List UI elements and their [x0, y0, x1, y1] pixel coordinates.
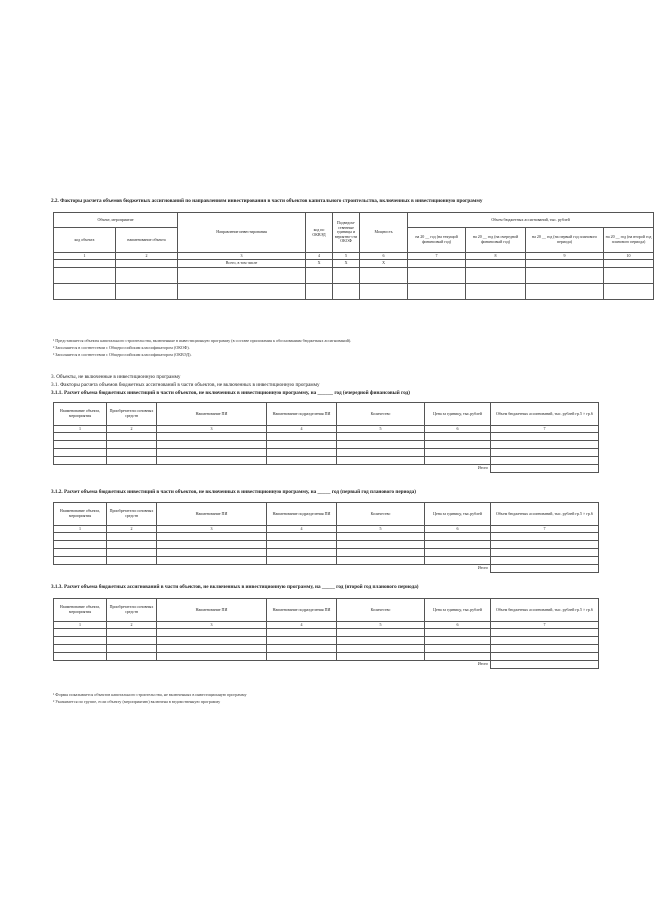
col-number: 6 — [360, 253, 408, 260]
col-header: Наименование ПИ — [157, 599, 267, 622]
footnote: ³ Заполняется в соответствии с Общероссийским классификатором (ОКВЭД). — [53, 352, 192, 357]
col-header: Наименование подразделения ПИ — [267, 403, 337, 426]
year-next-header: на 20 __ год (на очередной финансовый год) — [466, 228, 526, 253]
col-header: Количество — [337, 503, 425, 526]
table-row — [54, 629, 599, 637]
col-number: 6 — [425, 526, 491, 533]
subdivision-header: Подведом-ственные единицы и вероятно-сти ОКОФ — [333, 213, 360, 253]
table-cell — [408, 260, 466, 268]
col-number: 2 — [107, 622, 157, 629]
power-header: Мощность — [360, 213, 408, 253]
col-header: Наименование подразделения ПИ — [267, 503, 337, 526]
table-3-1-1-title: 3.1.1. Расчет объема бюджетных инвестиций в части объектов, не включенных в инвестиционную программу, на ______ год (очередной финансовый год) — [51, 390, 411, 396]
col-number: 1 — [54, 526, 107, 533]
year-plan2-header: на 20 __ год (на второй год планового периода) — [604, 228, 654, 253]
table-row — [54, 441, 599, 449]
table-row — [54, 268, 654, 284]
footnote: ² Указывается по группе, если объекту (мероприятию) включена в ведомственную программу — [53, 699, 221, 704]
col-header: Приобретатели основных средств — [107, 599, 157, 622]
col-number: 10 — [604, 253, 654, 260]
table-row — [54, 457, 599, 465]
col-number: 7 — [491, 426, 599, 433]
col-number: 6 — [425, 426, 491, 433]
col-number: 2 — [107, 426, 157, 433]
table-3-1-3-title: 3.1.3. Расчет объема бюджетных ассигнований в части объектов, не включенных в инвестиционную программу, на _____ год (второй год планового периода) — [51, 584, 419, 590]
capital-objects-table — [53, 212, 654, 300]
col-header: Цена за единицу, тыс.рублей — [425, 599, 491, 622]
col-header: Цена за единицу, тыс.рублей — [425, 503, 491, 526]
col-number: 3 — [178, 253, 306, 260]
direction-header: Направление инвестирования — [178, 213, 306, 253]
col-number: 3 — [157, 622, 267, 629]
col-number: 7 — [491, 622, 599, 629]
col-number: 5 — [337, 426, 425, 433]
okved-header: код по ОКВЭД — [306, 213, 333, 253]
table-row — [54, 533, 599, 541]
table-row — [54, 557, 599, 565]
object-name-header: наименование объекта — [116, 228, 178, 253]
section-3-1-heading: 3.1. Факторы расчета объемов бюджетных ассигнований в части объектов, не включенных в инвестиционную программу — [51, 382, 320, 388]
total-value — [491, 465, 599, 473]
table-cell — [466, 260, 526, 268]
table-row — [54, 653, 599, 661]
col-header: Объем бюджетных ассигнований, тыс. рублей гр.5 × гр.6 — [491, 403, 599, 426]
col-number: 7 — [408, 253, 466, 260]
total-label: Итого — [477, 661, 488, 667]
year-plan1-header: на 20 __ год (на первый год планового периода) — [526, 228, 604, 253]
table-cell — [116, 260, 178, 268]
table-cell: Х — [333, 260, 360, 268]
table-cell — [54, 260, 116, 268]
col-header: Объем бюджетных ассигнований, тыс. рублей гр.5 × гр.6 — [491, 599, 599, 622]
col-number: 8 — [466, 253, 526, 260]
col-number: 3 — [157, 426, 267, 433]
footnote: ¹ Формы показывается объектов капитального строительства, не включенных в инвестиционную программу — [53, 692, 247, 697]
col-number: 5 — [337, 622, 425, 629]
table-3-1-3 — [53, 598, 599, 669]
col-number: 1 — [54, 622, 107, 629]
col-header: Наименование ПИ — [157, 403, 267, 426]
total-value — [491, 565, 599, 573]
footnote: ² Заполняется в соответствии с Общероссийским классификатором (ОКОФ). — [53, 345, 190, 350]
col-header: Количество — [337, 403, 425, 426]
table-cell — [604, 260, 654, 268]
col-header: Наименование подразделения ПИ — [267, 599, 337, 622]
budget-header: Объем бюджетных ассигнований, тыс. рублей — [408, 213, 654, 228]
table-3-1-1 — [53, 402, 599, 473]
table-cell — [526, 260, 604, 268]
section-3-heading: 3. Объекты, не включенные в инвестиционную программу — [51, 374, 181, 380]
table-3-1-2 — [53, 502, 599, 573]
col-number: 2 — [116, 253, 178, 260]
col-number: 7 — [491, 526, 599, 533]
table-row — [54, 645, 599, 653]
col-number: 1 — [54, 426, 107, 433]
year-current-header: на 20 __ год (на текущий финансовый год) — [408, 228, 466, 253]
object-group-header: Объект, мероприятие — [54, 213, 178, 228]
table-cell: Х — [306, 260, 333, 268]
table-cell: Х — [360, 260, 408, 268]
total-value — [491, 661, 599, 669]
total-label: Всего, в том числе — [178, 260, 306, 268]
table-row — [54, 284, 654, 300]
table-row — [54, 541, 599, 549]
col-number: 1 — [54, 253, 116, 260]
table-row — [54, 433, 599, 441]
col-number: 3 — [157, 526, 267, 533]
col-header: Объем бюджетных ассигнований, тыс. рублей гр.5 × гр.6 — [491, 503, 599, 526]
object-code-header: код объекта — [54, 228, 116, 253]
table-row — [54, 449, 599, 457]
col-header: Наименование объекта, мероприятия — [54, 503, 107, 526]
table-row — [54, 637, 599, 645]
col-number: 9 — [526, 253, 604, 260]
section-2-2-heading: 2.2. Факторы расчета объемов бюджетных ассигнований по направлениям инвестирования в части объектов капитального строительства, включенных в инвестиционную программу — [51, 198, 483, 204]
col-number: 2 — [107, 526, 157, 533]
col-number: 5 — [333, 253, 360, 260]
col-number: 5 — [337, 526, 425, 533]
col-number: 4 — [306, 253, 333, 260]
total-label: Итого — [477, 465, 488, 471]
col-header: Наименование объекта, мероприятия — [54, 403, 107, 426]
total-label: Итого — [477, 565, 488, 571]
col-header: Приобретатели основных средств — [107, 403, 157, 426]
col-header: Приобретатели основных средств — [107, 503, 157, 526]
col-number: 4 — [267, 426, 337, 433]
col-number: 4 — [267, 526, 337, 533]
table-3-1-2-title: 3.1.2. Расчет объема бюджетных инвестиций в части объектов, не включенных в инвестиционную программу, на _____ год (первый год планового периода) — [51, 489, 416, 495]
col-number: 6 — [425, 622, 491, 629]
col-number: 4 — [267, 622, 337, 629]
footnote: ¹ Представляется объекты капитального строительства, включенные в инвестиционную программу (в составе приложения к обоснованиям бюджетных ассигнований). — [53, 338, 352, 343]
col-header: Наименование ПИ — [157, 503, 267, 526]
col-header: Количество — [337, 599, 425, 622]
table-row — [54, 549, 599, 557]
col-header: Цена за единицу, тыс.рублей — [425, 403, 491, 426]
col-header: Наименование объекта, мероприятия — [54, 599, 107, 622]
